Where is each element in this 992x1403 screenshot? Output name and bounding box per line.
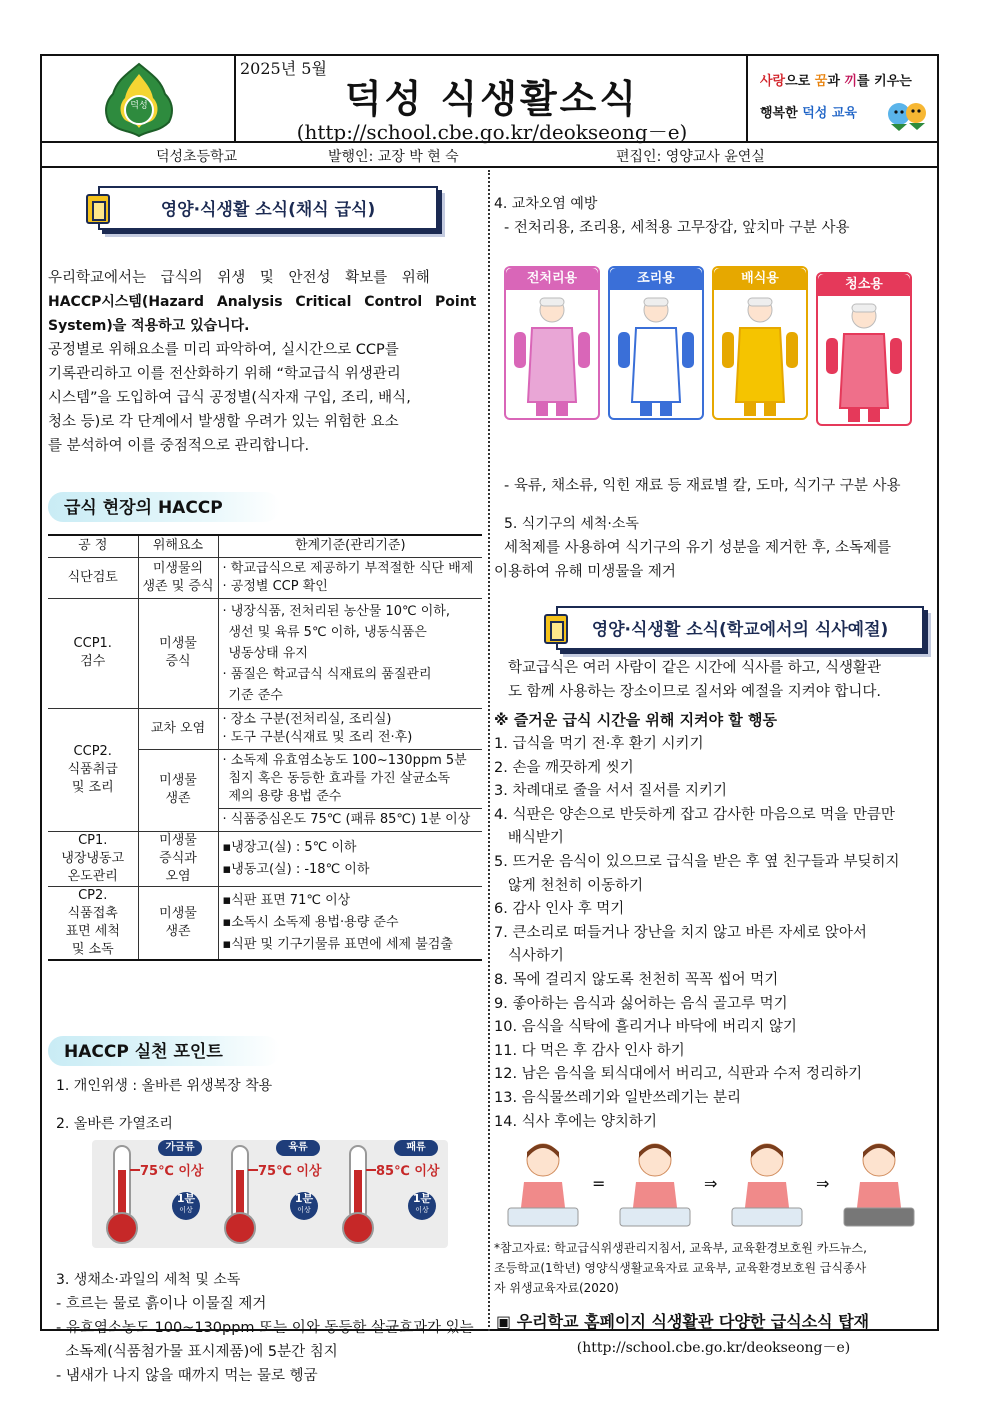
homepage-title: ▣ 우리학교 홈페이지 식생활관 다양한 급식소식 탑재 [496, 1312, 870, 1331]
food-type-tag: 육류 [276, 1140, 320, 1156]
intro-line: 우리학교에서는 급식의 위생 및 안전성 확보를 위해 [48, 270, 430, 286]
food-type-tag: 패류 [394, 1140, 438, 1156]
rule-item: 10. 음식을 식탁에 흘리거나 바닥에 버리지 않기 [494, 1019, 797, 1036]
apron-figure-icon [714, 292, 806, 420]
gear-label: 배식용 [714, 268, 806, 290]
rule-item: 2. 손을 깨끗하게 씻기 [494, 759, 634, 776]
process-cell: CCP1. 검수 [48, 598, 138, 708]
criteria-line: 제의 용량 용법 준수 [228, 788, 342, 804]
criteria-line: · 냉장식품, 전처리된 농산물 10℃ 이하, [222, 603, 450, 619]
rule-item: 배식받기 [494, 830, 564, 847]
criteria-line: ▪냉장고(실) : 5℃ 이하 [222, 839, 357, 855]
reference-line: 조등학교(1학년) 영양식생활교육자료 교육부, 교육환경보호원 급식종사 [494, 1261, 867, 1275]
time-sub-label: 이상 [297, 1206, 311, 1214]
newsletter-page [40, 54, 939, 1384]
criteria-cell [218, 708, 482, 749]
process-cell: CP2. 식품접촉 표면 세척 및 소독 [48, 886, 138, 960]
criteria-line: · 도구 구분(식재료 및 조리 전·후) [222, 729, 413, 745]
newsletter-header [42, 56, 937, 143]
table-row [48, 886, 482, 960]
editor: 편집인: 영양교사 윤연실 [616, 149, 765, 165]
criteria-line: 생선 및 육류 5℃ 이하, 냉동식품은 [228, 624, 427, 640]
time-sub-label: 이상 [415, 1206, 429, 1214]
point-3-line: - 유효염소농도 100~130ppm 또는 이와 동등한 살균효과가 있는 [56, 1320, 474, 1336]
process-cell: CCP2. 식품취급 및 조리 [48, 708, 138, 831]
temperature-label: 85℃ 이상 [376, 1164, 440, 1179]
etiquette-intro-line: 도 함께 사용하는 장소이므로 질서와 예절을 지켜야 합니다. [508, 684, 882, 700]
point-4: 4. 교차오염 예방 [494, 196, 598, 212]
issue-date: 2025년 5월 [240, 59, 327, 78]
thermometer-panel [92, 1140, 448, 1248]
gear-card [504, 266, 600, 420]
haccp-table [48, 534, 482, 961]
rule-item: 13. 음식물쓰레기와 일반쓰레기는 분리 [494, 1090, 741, 1106]
intro-line: 시스템”을 도입하여 급식 공정별(식자재 구입, 조리, 배식, [48, 390, 411, 406]
point-5-line: 세척제를 사용하여 식기구의 유기 성분을 제거한 후, 소독제를 [504, 540, 892, 556]
apron-figure-icon [610, 292, 702, 420]
rule-item: 14. 식사 후에는 양치하기 [494, 1113, 657, 1130]
intro-line: System)을 적용하고 있습니다. [48, 318, 250, 334]
school-name: 덕성초등학교 [156, 149, 238, 165]
hazard-cell: 미생물 증식과 오염 [138, 831, 218, 886]
food-type-tag: 가금류 [158, 1140, 202, 1156]
criteria-line: 기준 준수 [228, 687, 283, 703]
table-row [48, 831, 482, 886]
rule-item: 4. 식판은 양손으로 반듯하게 잡고 감사한 마음으로 먹을 만큼만 [494, 806, 895, 823]
right-column [490, 170, 937, 1356]
hazard-cell: 미생물 증식 [138, 598, 218, 708]
rule-item: 6. 감사 인사 후 먹기 [494, 901, 625, 918]
rule-item: 8. 목에 걸리지 않도록 천천히 꼭꼭 씹어 먹기 [494, 972, 779, 988]
kid-figure-icon [612, 1138, 698, 1230]
criteria-line: · 품질은 학교급식 식재료의 품질관리 [222, 666, 432, 682]
criteria-line: 냉동상태 유지 [228, 645, 308, 661]
criteria-line: · 소독제 유효염소농도 100~130ppm 5분 [222, 752, 467, 768]
point-1: 1. 개인위생 : 올바른 위생복장 착용 [56, 1078, 273, 1094]
intro-line: 를 분석하여 이를 중점적으로 관리합니다. [48, 438, 310, 454]
time-label: 1분 [294, 1192, 314, 1205]
gear-label: 조리용 [610, 268, 702, 290]
newsletter-title: 덕성 식생활소식 [344, 77, 640, 121]
hazard-cell: 교차 오염 [138, 708, 218, 749]
point-3-line: 소독제(식품첨가물 표시제품)에 5분간 침지 [56, 1344, 338, 1360]
slogan-cell [748, 56, 937, 143]
gear-card [712, 266, 808, 420]
section-title-1: 영양·식생활 소식(채식 급식) [160, 200, 376, 220]
point-5: 5. 식기구의 세척·소독 [504, 516, 639, 532]
table-row [48, 708, 482, 749]
criteria-cell [218, 749, 482, 808]
point-3-line: - 냄새가 나지 않을 때까지 먹는 물로 헹굼 [56, 1368, 318, 1384]
school-emblem-icon [99, 60, 179, 140]
criteria-line: · 공정별 CCP 확인 [222, 578, 328, 594]
intro-line: 공정별로 위해요소를 미리 파악하여, 실시간으로 CCP를 [48, 342, 399, 358]
criteria-cell [218, 598, 482, 708]
rules-title: ※ 즐거운 급식 시간을 위해 지켜야 할 행동 [494, 711, 777, 729]
point-5-line: 이용하여 유해 미생물을 제거 [494, 564, 676, 580]
kid-figure-icon [500, 1138, 586, 1230]
emblem-text: 덕성 [130, 101, 148, 111]
publication-info-bar [42, 143, 937, 168]
reference-line: 자 위생교육자료(2020) [494, 1281, 619, 1295]
rule-item: 11. 다 먹은 후 감사 인사 하기 [494, 1042, 685, 1059]
thermometer [342, 1140, 452, 1248]
criteria-cell [218, 808, 482, 831]
pill-heading-haccp-points: HACCP 실천 포인트 [48, 1036, 280, 1066]
left-column [42, 170, 488, 1384]
rule-item: 12. 남은 음식을 퇴식대에서 버리고, 식판과 수저 정리하기 [494, 1066, 863, 1083]
process-cell: CP1. 냉장냉동고 온도관리 [48, 831, 138, 886]
gear-label: 전처리용 [506, 268, 598, 290]
criteria-cell [218, 831, 482, 886]
point-2: 2. 올바른 가열조리 [56, 1116, 173, 1132]
process-cell: 식단검토 [48, 557, 138, 598]
slogan-line-1: 사랑으로 꿈과 끼를 키우는 [760, 74, 912, 89]
rule-item: 7. 큰소리로 떠들거나 장난을 치지 않고 바른 자세로 앉아서 [494, 924, 867, 941]
criteria-line: ▪냉동고(실) : -18℃ 이하 [222, 861, 370, 877]
hazard-cell: 미생물 생존 [138, 749, 218, 831]
rule-item: 3. 차례대로 줄을 서서 질서를 지키기 [494, 783, 727, 800]
rule-item: 식사하기 [494, 948, 564, 965]
thermometer [106, 1140, 216, 1248]
section-title-box-1 [98, 186, 438, 230]
sequence-arrow: = [592, 1174, 606, 1193]
gear-note: - 육류, 채소류, 익힌 재료 등 재료별 칼, 도마, 식기구 구분 사용 [504, 478, 901, 494]
reference-line: *참고자료: 학교급식위생관리지침서, 교육부, 교육환경보호원 카드뉴스, [494, 1241, 867, 1255]
logo-cell [42, 56, 236, 143]
thermometer [224, 1140, 334, 1248]
slogan-line-2: 행복한 덕성 교육 [760, 106, 857, 121]
kid-figure-icon [724, 1138, 810, 1230]
sequence-arrow: ⇒ [704, 1174, 718, 1193]
col-header-criteria: 한계기준(관리기준) [218, 535, 482, 557]
pill-heading-haccp-site: 급식 현장의 HACCP [48, 492, 280, 522]
gear-card [608, 266, 704, 420]
table-row [48, 598, 482, 708]
point-4-line: - 전처리용, 조리용, 세척용 고무장갑, 앞치마 구분 사용 [504, 220, 850, 236]
publisher: 발행인: 교장 박 현 숙 [328, 149, 459, 165]
criteria-line: ▪식판 표면 71℃ 이상 [222, 892, 351, 908]
temperature-label: 75℃ 이상 [140, 1164, 204, 1179]
intro-line: 청소 등)로 각 단계에서 발생할 우려가 있는 위험한 요소 [48, 414, 399, 430]
rule-item: 않게 천천히 이동하기 [494, 877, 644, 894]
rule-item: 5. 뜨거운 음식이 있으므로 급식을 받은 후 옆 친구들과 부딪히지 [494, 854, 900, 870]
criteria-line: · 장소 구분(전처리실, 조리실) [222, 711, 392, 727]
apron-figure-icon [818, 298, 910, 426]
gear-card [816, 272, 912, 426]
criteria-line: · 학교급식으로 제공하기 부적절한 식단 배제 [222, 560, 474, 576]
gear-label: 청소용 [818, 274, 910, 296]
col-header-hazard: 위해요소 [138, 535, 218, 557]
etiquette-intro-line: 학교급식은 여러 사람이 같은 시간에 식사를 하고, 식생활관 [508, 660, 882, 676]
criteria-line: 침지 혹은 동등한 효과를 가진 살균소독 [228, 770, 451, 786]
time-label: 1분 [412, 1192, 432, 1205]
time-label: 1분 [176, 1192, 196, 1205]
rule-item: 9. 좋아하는 음식과 싫어하는 음식 골고루 먹기 [494, 995, 788, 1012]
criteria-line: ▪식판 및 기구기물류 표면에 세제 불검출 [222, 936, 453, 952]
section-title-2: 영양·식생활 소식(학교에서의 식사예절) [591, 620, 889, 640]
intro-line: HACCP시스템(Hazard Analysis Critical Control Point [48, 294, 477, 310]
table-header-row [48, 535, 482, 557]
criteria-line: ▪소독시 소독제 용법·용량 준수 [222, 914, 399, 930]
newsletter-url: (http://school.cbe.go.kr/deokseong－e) [296, 120, 688, 144]
criteria-line: · 식품중심온도 75℃ (패류 85℃) 1분 이상 [222, 811, 471, 827]
rule-item: 1. 급식을 먹기 전·후 환기 시키기 [494, 736, 704, 752]
criteria-cell [218, 557, 482, 598]
temperature-label: 75℃ 이상 [258, 1164, 322, 1179]
criteria-cell [218, 886, 482, 960]
handwashing-sequence [500, 1138, 930, 1234]
point-3: 3. 생채소·과일의 세척 및 소독 [56, 1272, 241, 1288]
time-sub-label: 이상 [179, 1206, 193, 1214]
gear-illustrations [504, 266, 924, 426]
sequence-arrow: ⇒ [816, 1174, 830, 1193]
apron-figure-icon [506, 292, 598, 420]
col-header-process: 공 정 [48, 535, 138, 557]
hazard-cell: 미생물 생존 [138, 886, 218, 960]
section-title-box-2 [556, 606, 924, 650]
mascot-icon [885, 94, 931, 132]
table-row [48, 557, 482, 598]
homepage-url[interactable]: (http://school.cbe.go.kr/deokseong－e) [576, 1340, 851, 1356]
point-3-line: - 흐르는 물로 흙이나 이물질 제거 [56, 1296, 267, 1312]
intro-line: 기록관리하고 이를 전산화하기 위해 “학교급식 위생관리 [48, 366, 401, 382]
hazard-cell: 미생물의 생존 및 증식 [138, 557, 218, 598]
kid-figure-icon [836, 1138, 922, 1230]
title-cell [236, 56, 748, 143]
